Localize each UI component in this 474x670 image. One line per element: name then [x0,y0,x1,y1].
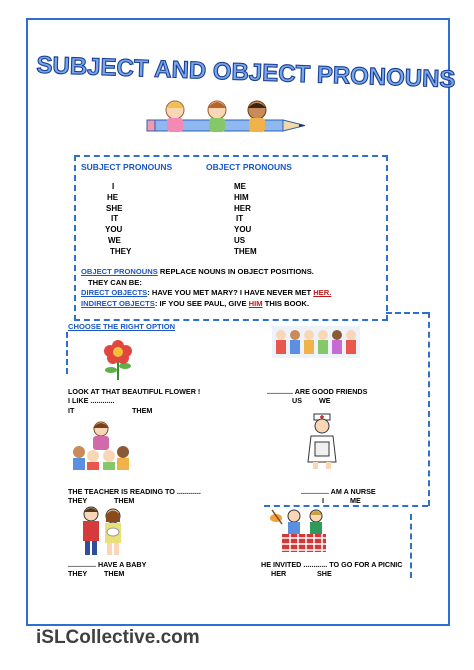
exercise-3-option-2[interactable]: THEM [114,496,135,505]
exercise-5-sentence: .............. HAVE A BABY [68,560,147,569]
exercise-2-option-1[interactable]: US [292,396,302,405]
subject-pronouns-header: SUBJECT PRONOUNS [81,162,173,172]
exercise-3-sentence: THE TEACHER IS READING TO ............ [68,487,201,496]
title-text: SUBJECT AND OBJECT PRONOUNS [36,51,456,94]
object-pronoun: HIM [234,193,249,202]
footer-brand: iSLCollective.com [36,627,200,648]
flower-illustration [100,338,136,380]
exercise-4-option-1[interactable]: I [322,496,324,505]
answer-him: HIM [248,299,263,308]
term-object-pronouns: OBJECT PRONOUNS [81,267,158,276]
exercise-6-option-1[interactable]: HER [271,569,287,578]
subject-pronoun: YOU [105,225,123,234]
object-pronoun: ME [234,182,246,191]
exercise-3-option-1[interactable]: THEY [68,496,88,505]
choose-option-heading: CHOOSE THE RIGHT OPTION [68,322,176,331]
section-frame-top [386,312,428,314]
object-pronouns-header: OBJECT PRONOUNS [206,162,292,172]
subject-pronoun: IT [111,214,119,223]
exercise-4-sentence: .............. AM A NURSE [301,487,376,496]
answer-her: HER. [313,288,332,297]
rule-text: REPLACE NOUNS IN OBJECT POSITIONS. [157,267,314,276]
subject-pronoun: I [112,182,115,191]
teacher-reading-illustration [70,420,132,470]
exercise-1-sentence-2: I LIKE ............ [68,396,115,405]
exercise-2-option-2[interactable]: WE [319,396,331,405]
rule-direct-objects [81,288,331,297]
rule-text: : HAVE YOU MET MARY? I HAVE NEVER MET [147,288,314,297]
object-pronoun: THEM [234,247,257,256]
section-frame-right-lower [410,514,412,578]
subject-pronoun: WE [108,236,121,245]
picnic-illustration [268,506,340,554]
rule-text: THIS BOOK. [262,299,310,308]
subject-pronoun: HE [107,193,119,202]
object-pronoun: IT [236,214,244,223]
exercise-6-sentence: HE INVITED ............ TO GO FOR A PICNIC [261,560,403,569]
exercise-2-sentence: ............. ARE GOOD FRIENDS [267,387,368,396]
worksheet-title [36,51,456,94]
exercise-1-option-2[interactable]: THEM [132,406,153,415]
rule-they-can-be: THEY CAN BE: [88,278,142,287]
term-direct-objects: DIRECT OBJECTS [81,288,148,297]
term-indirect-objects: INDIRECT OBJECTS [81,299,155,308]
rule-text: : IF YOU SEE PAUL, GIVE [154,299,249,308]
exercise-5-option-1[interactable]: THEY [68,569,88,578]
object-pronoun: US [234,236,246,245]
nurse-illustration [304,412,340,470]
rule-object-pronouns [81,267,314,276]
exercise-6-option-2[interactable]: SHE [317,569,332,578]
section-frame-right [428,312,430,506]
rule-indirect-objects [81,299,309,308]
object-pronoun: YOU [234,225,252,234]
kids-on-pencil-illustration [145,96,310,142]
exercise-1-option-1[interactable]: IT [68,406,75,415]
couple-baby-illustration [77,506,129,556]
friends-illustration [272,326,360,358]
section-frame-left [66,332,68,374]
exercise-4-option-2[interactable]: ME [350,496,361,505]
subject-pronoun: SHE [106,204,123,213]
exercise-1-sentence: LOOK AT THAT BEAUTIFUL FLOWER ! [68,387,201,396]
subject-pronoun: THEY [110,247,132,256]
object-pronoun: HER [234,204,251,213]
exercise-5-option-2[interactable]: THEM [104,569,125,578]
